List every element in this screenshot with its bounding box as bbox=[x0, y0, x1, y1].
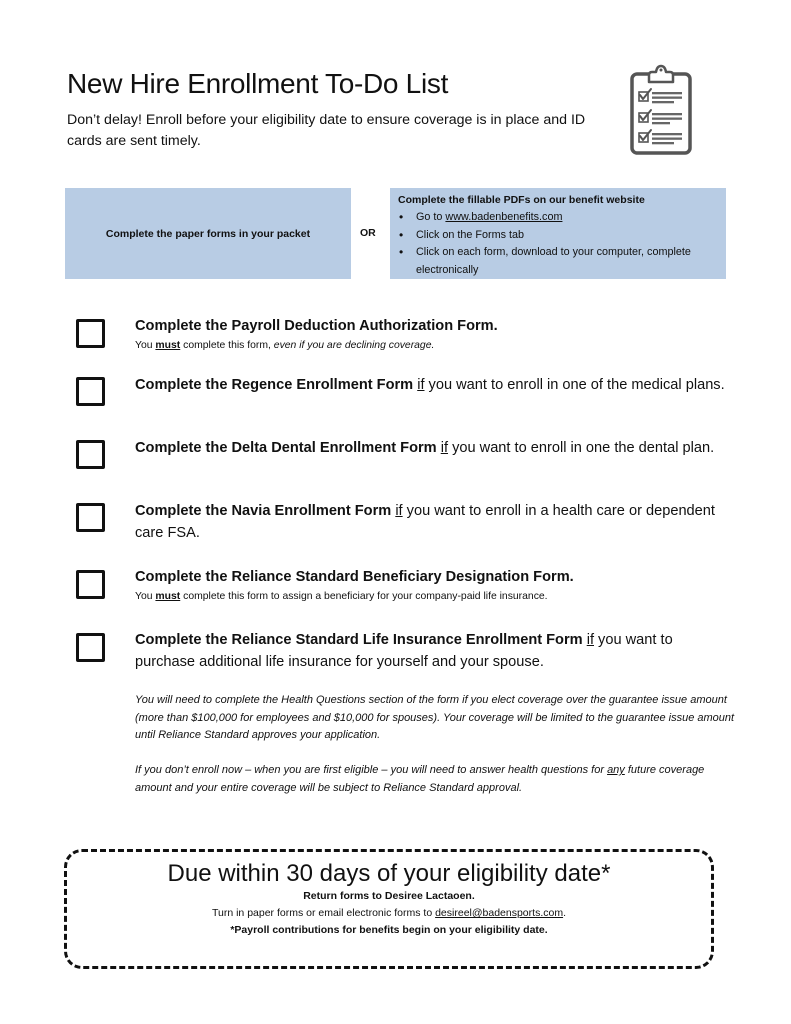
checkbox[interactable] bbox=[76, 440, 105, 469]
paper-forms-label: Complete the paper forms in your packet bbox=[105, 227, 311, 240]
page-title: New Hire Enrollment To-Do List bbox=[67, 68, 449, 99]
health-questions-note: You will need to complete the Health Questions section of the form if you elect coverage over the guarantee issue amount (more than $100,000 for employees and $10,000 for spouses). Your coverage will be limited to the guarantee issue amount until Reliance Standard approves your application. bbox=[135, 694, 735, 741]
enroll-now-note: If you don’t enroll now – when you are first eligible – you will need to answer health questions for any future coverage amount and your entire coverage will be subject to Reliance Standard approval. bbox=[135, 764, 705, 794]
intro-text: Don’t delay! Enroll before your eligibility date to ensure coverage is in place and ID cards are sent timely. bbox=[67, 112, 586, 149]
if-emphasis: if bbox=[440, 440, 449, 456]
checkbox[interactable] bbox=[76, 377, 105, 406]
step-item bbox=[398, 244, 718, 279]
if-emphasis: if bbox=[395, 503, 403, 519]
turn-in-text: Turn in paper forms or email electronic forms to desireel@badensports.com. bbox=[211, 907, 566, 919]
checkbox[interactable] bbox=[76, 633, 105, 662]
return-to-text: Return forms to Desiree Lactaoen. bbox=[303, 890, 475, 902]
due-title: Due within 30 days of your eligibility date* bbox=[167, 860, 611, 887]
if-emphasis: if bbox=[417, 377, 425, 393]
due-date-callout bbox=[64, 849, 714, 969]
payroll-footnote: *Payroll contributions for benefits begin on your eligibility date. bbox=[230, 924, 548, 936]
todo-rest: you want to enroll in one of the medical plans. bbox=[424, 377, 725, 393]
fillable-pdfs-steps bbox=[398, 209, 718, 279]
if-emphasis: if bbox=[586, 632, 594, 648]
checkbox[interactable] bbox=[76, 503, 105, 532]
todo-title: Complete the Navia Enrollment Form bbox=[135, 503, 392, 519]
clipboard-checklist-icon bbox=[628, 64, 694, 156]
or-label: OR bbox=[360, 227, 376, 239]
todo-title: Complete the Payroll Deduction Authorization Form. bbox=[135, 318, 498, 334]
todo-title: Complete the Reliance Standard Beneficiary Designation Form. bbox=[135, 569, 574, 585]
step-text: Go to bbox=[416, 211, 446, 223]
step-text: Click on the Forms tab bbox=[416, 228, 525, 241]
paper-forms-option bbox=[65, 188, 351, 279]
todo-rest: you want to enroll in one the dental plan. bbox=[448, 440, 715, 456]
step-item bbox=[398, 227, 718, 245]
todo-title: Complete the Delta Dental Enrollment Form bbox=[135, 440, 437, 456]
todo-title: Complete the Regence Enrollment Form bbox=[135, 377, 414, 393]
todo-title: Complete the Reliance Standard Life Insurance Enrollment Form bbox=[135, 632, 583, 648]
step-text: Click on each form, download to your computer, complete electronically bbox=[416, 246, 691, 276]
todo-rest: you want to enroll in a health care or dependent care FSA. bbox=[135, 503, 715, 541]
checkbox[interactable] bbox=[76, 570, 105, 599]
fillable-pdfs-option bbox=[390, 188, 726, 279]
todo-subtext: You must complete this form to assign a beneficiary for your company-paid life insurance. bbox=[135, 590, 548, 602]
todo-subtext: You must complete this form, even if you are declining coverage. bbox=[135, 339, 435, 351]
fillable-pdfs-heading: Complete the fillable PDFs on our benefit website bbox=[398, 194, 645, 206]
checkbox[interactable] bbox=[76, 319, 105, 348]
email-link[interactable]: desireel@badensports.com bbox=[435, 907, 564, 919]
benefits-website-link[interactable]: www.badenbenefits.com bbox=[445, 211, 563, 223]
step-item bbox=[398, 209, 718, 227]
todo-rest: you want to purchase additional life insurance for yourself and your spouse. bbox=[135, 632, 673, 670]
